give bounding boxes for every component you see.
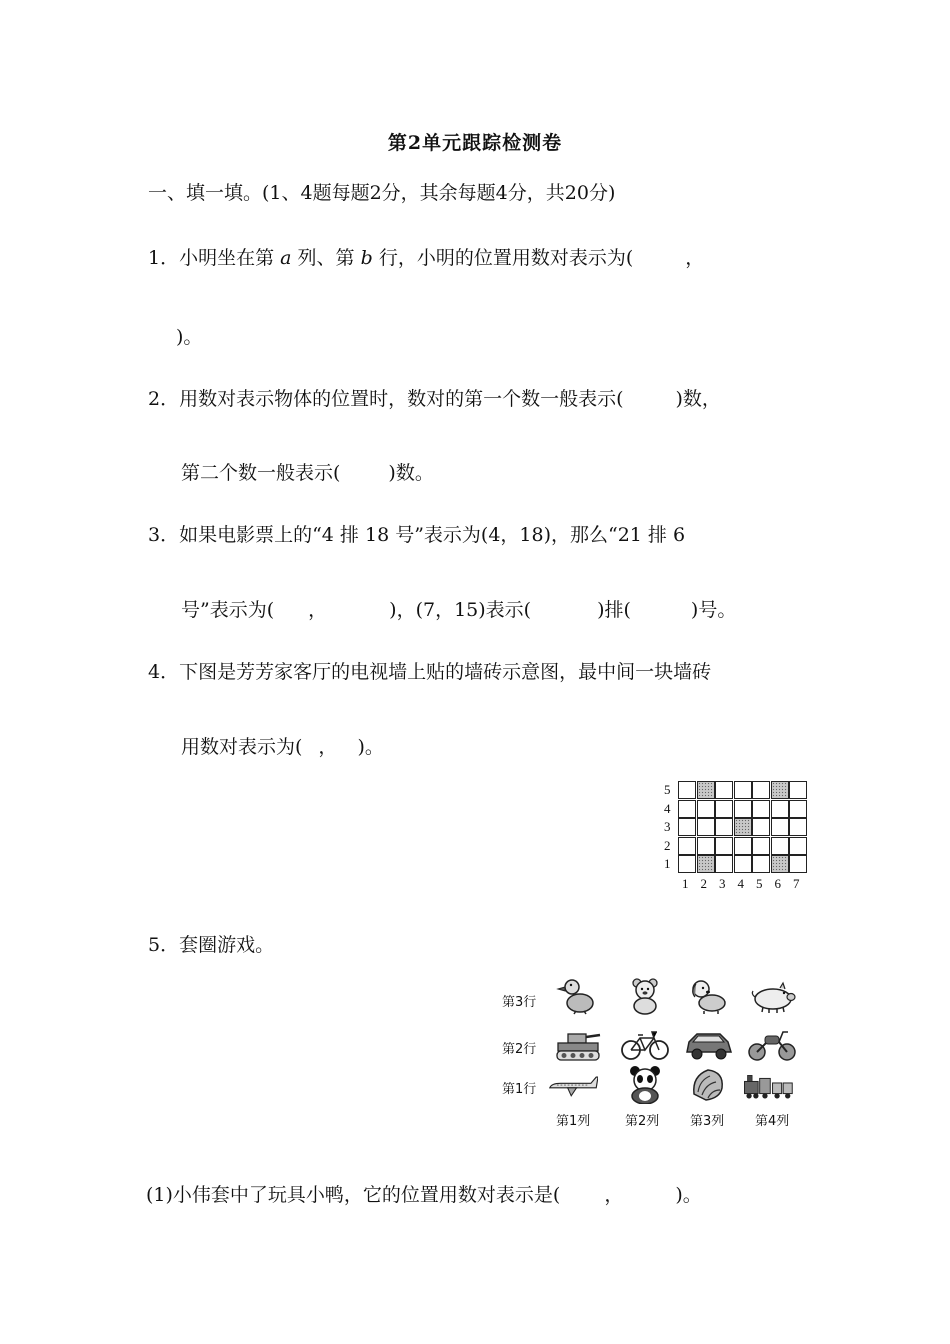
q1-text-b: 列、第 (297, 247, 355, 269)
grid-cell (789, 818, 807, 836)
airplane-toy-icon[interactable] (548, 1066, 598, 1106)
grid-cell (678, 837, 696, 855)
question-number: 1． (148, 247, 180, 269)
q2-line1-a: 用数对表示物体的位置时，数对的第一个数一般表示( (179, 388, 624, 410)
grid-cell (715, 855, 733, 873)
grid-col-label: 1 (682, 875, 689, 891)
grid-col-label: 7 (793, 875, 800, 891)
grid-cell (697, 855, 715, 873)
train-toy-icon[interactable] (743, 1066, 793, 1106)
conch-toy-icon[interactable] (684, 1064, 734, 1104)
grid-cell (771, 818, 789, 836)
grid-cell (715, 818, 733, 836)
grid-cell (678, 818, 696, 836)
question-3-continued (181, 595, 736, 622)
tank-toy-icon[interactable] (554, 1024, 604, 1064)
grid-cell (734, 781, 752, 799)
grid-cell (697, 818, 715, 836)
grid-cell (771, 837, 789, 855)
q4-line1: 下图是芳芳家客厅的电视墙上贴的墙砖示意图，最中间一块墙砖 (179, 661, 712, 683)
grid-cell (678, 800, 696, 818)
grid-cell (771, 855, 789, 873)
grid-cell (734, 855, 752, 873)
grid-cell (697, 800, 715, 818)
grid-cell (752, 818, 770, 836)
q2-line2-b: )数。 (388, 462, 434, 484)
q3-line1: 如果电影票上的“4 排 18 号”表示为(4，18)，那么“21 排 6 (179, 524, 686, 546)
q1-var-b: b (360, 247, 373, 269)
grid-cell (678, 855, 696, 873)
question-3 (148, 520, 685, 547)
bicycle-toy-icon[interactable] (620, 1024, 670, 1064)
question-number: 3． (148, 524, 180, 546)
q1-text-a: 小明坐在第 (179, 247, 275, 269)
q3-line2-b: )，(7，15)表示( (389, 599, 532, 621)
grid-cell (771, 781, 789, 799)
grid-cell (697, 837, 715, 855)
question-1-continued (176, 322, 202, 349)
grid-cell (734, 837, 752, 855)
grid-cell (697, 781, 715, 799)
dog-toy-icon[interactable] (684, 975, 734, 1015)
grid-cell (715, 837, 733, 855)
car-toy-icon[interactable] (684, 1024, 734, 1064)
question-number: 4． (148, 661, 180, 683)
q5-1-text-b: )。 (675, 1184, 702, 1206)
grid-cell (734, 818, 752, 836)
q3-line2-c: )排( (597, 599, 631, 621)
question-2 (148, 384, 721, 411)
col-label-4: 第4列 (755, 1114, 790, 1129)
grid-cell (789, 800, 807, 818)
q1-var-a: a (280, 247, 292, 269)
grid-col-label: 4 (737, 875, 744, 891)
grid-cell (752, 837, 770, 855)
question-number: 2． (148, 388, 180, 410)
question-5-1 (146, 1180, 702, 1207)
grid-cell (715, 800, 733, 818)
grid-cell (678, 781, 696, 799)
row-label-2: 第2行 (502, 1042, 537, 1057)
pig-toy-icon[interactable] (747, 975, 797, 1015)
q1-close: )。 (176, 326, 203, 348)
q5-1-text-a: (1)小伟套中了玩具小鸭，它的位置用数对表示是( (146, 1184, 561, 1206)
question-4 (148, 657, 711, 684)
col-label-1: 第1列 (556, 1114, 591, 1129)
q4-comma: ， (318, 736, 338, 758)
q1-comma: ， (685, 247, 705, 269)
grid-row-label: 5 (664, 782, 671, 797)
q5-1-comma: ， (604, 1184, 624, 1206)
grid-cell (752, 855, 770, 873)
motorcycle-toy-icon[interactable] (747, 1024, 797, 1064)
question-number: 5． (148, 934, 180, 956)
grid-row-label: 1 (664, 856, 671, 871)
col-label-3: 第3列 (690, 1114, 725, 1129)
grid-cell (752, 781, 770, 799)
grid-cell (789, 837, 807, 855)
grid-cell (789, 855, 807, 873)
grid-cell (715, 781, 733, 799)
grid-col-label: 3 (719, 875, 726, 891)
grid-row-label: 3 (664, 819, 671, 834)
question-4-continued (181, 732, 384, 759)
row-label-3: 第3行 (502, 995, 537, 1010)
grid-col-label: 2 (700, 875, 707, 891)
q3-comma: ， (308, 599, 328, 621)
col-label-2: 第2列 (625, 1114, 660, 1129)
grid-row-label: 2 (664, 837, 671, 853)
grid-cell (771, 800, 789, 818)
duck-toy-icon[interactable] (554, 975, 604, 1015)
q2-line1-b: )数， (675, 388, 721, 410)
page-title: 第2单元跟踪检测卷 (387, 132, 563, 154)
grid-cell (752, 800, 770, 818)
question-5 (148, 930, 274, 957)
q1-text-c: 行，小明的位置用数对表示为( (378, 247, 634, 269)
section-heading: 一、填一填。(1、4题每题2分，其余每题4分，共20分) (148, 182, 616, 204)
grid-col-label: 6 (774, 875, 781, 891)
question-1 (148, 243, 704, 270)
q3-line2-d: )号。 (690, 599, 737, 621)
grid-row-label: 4 (664, 800, 671, 816)
q4-line2-a: 用数对表示为( (181, 736, 303, 758)
panda-toy-icon[interactable] (620, 1064, 670, 1104)
row-label-1: 第1行 (502, 1082, 537, 1097)
q2-line2-a: 第二个数一般表示( (181, 462, 341, 484)
grid-col-label: 5 (756, 875, 763, 891)
q4-line2-b: )。 (357, 736, 384, 758)
grid-cell (789, 781, 807, 799)
q5-text: 套圈游戏。 (179, 934, 275, 956)
grid-cell (734, 800, 752, 818)
question-2-continued (181, 458, 434, 485)
teddy-bear-icon[interactable] (620, 975, 670, 1015)
q3-line2-a: 号”表示为( (181, 599, 275, 621)
